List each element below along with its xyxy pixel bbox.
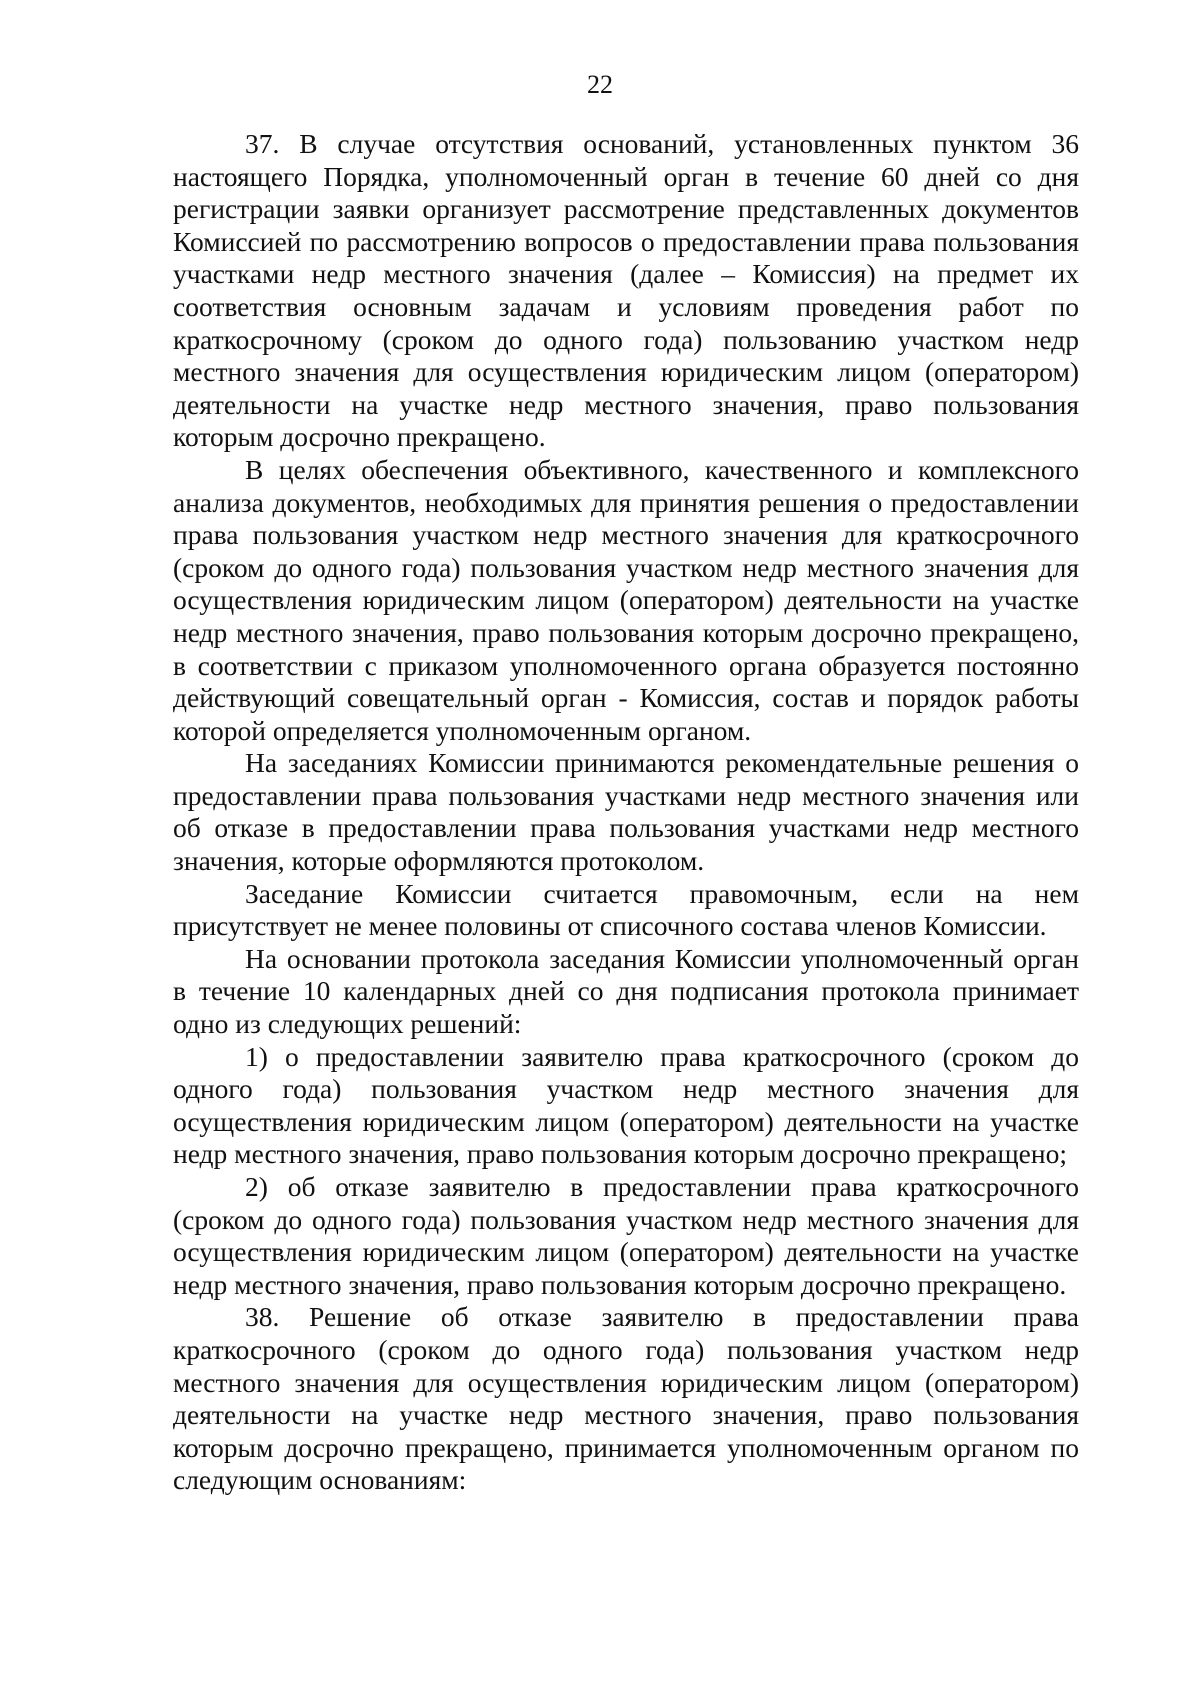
paragraph-37: 37. В случае отсутствия оснований, установленных пунктом 36 настоящего Порядка, уполномоченный орган в течение 60 дней со дня регистрации заявки организует рассмотрение представленных документов Комиссией по рассмотрению вопросов о предоставлении права пользования участками недр местного значения (далее – Комиссия) на предмет их соответствия основным задачам и условиям проведения работ по краткосрочному (сроком до одного года) пользованию участком недр местного значения для осуществления юридическим лицом (оператором) деятельности на участке недр местного значения, право пользования которым досрочно прекращено. [173,128,1079,453]
paragraph-commission-purpose: В целях обеспечения объективного, качественного и комплексного анализа документов, необходимых для принятия решения о предоставлении права пользования участком недр местного значения для краткосрочного (сроком до одного года) пользования участком недр местного значения для осуществления юридическим лицом (оператором) деятельности на участке недр местного значения, право пользования которым досрочно прекращено, в соответствии с приказом уполномоченного органа образуется постоянно действующий совещательный орган - Комиссия, состав и порядок работы которой определяется уполномоченным органом. [173,453,1079,746]
page-number: 22 [587,70,613,99]
list-item-refusal: 2) об отказе заявителю в предоставлении права краткосрочного (сроком до одного года) пользования участком недр местного значения для осуществления юридическим лицом (оператором) деятельности на участке недр местного значения, право пользования которым досрочно прекращено. [173,1171,1079,1300]
document-body [173,128,1079,1497]
paragraph-commission-decisions: На заседаниях Комиссии принимаются рекомендательные решения о предоставлении права пользования участками недр местного значения или об отказе в предоставлении права пользования участками недр местного значения, которые оформляются протоколом. [173,747,1079,877]
list-item-grant: 1) о предоставлении заявителю права краткосрочного (сроком до одного года) пользования участком недр местного значения для осуществления юридическим лицом (оператором) деятельности на участке недр местного значения, право пользования которым досрочно прекращено; [173,1040,1079,1170]
paragraph-38: 38. Решение об отказе заявителю в предоставлении права краткосрочного (сроком до одного года) пользования участком недр местного значения для осуществления юридическим лицом (оператором) деятельности на участке недр местного значения, право пользования которым досрочно прекращено, принимается уполномоченным органом по следующим основаниям: [173,1301,1079,1496]
paragraph-quorum: Заседание Комиссии считается правомочным, если на нем присутствует не менее половины от списочного состава членов Комиссии. [173,877,1079,942]
paragraph-protocol-basis: На основании протокола заседания Комиссии уполномоченный орган в течение 10 календарных дней со дня подписания протокола принимает одно из следующих решений: [173,942,1079,1040]
